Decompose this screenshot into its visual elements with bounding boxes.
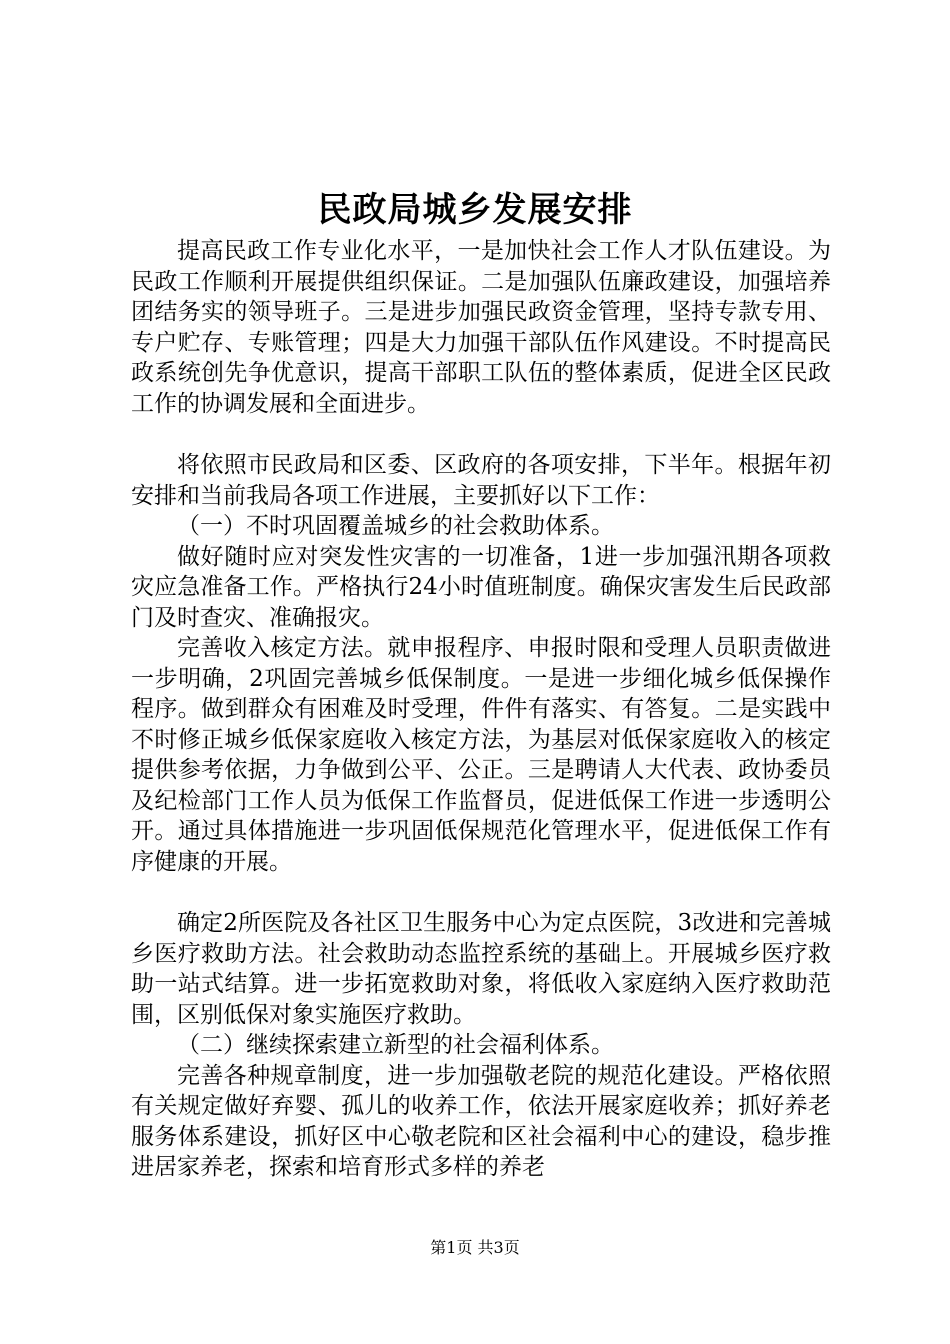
paragraph-5: 确定2所医院及各社区卫生服务中心为定点医院，3改进和完善城乡医疗救助方法。社会救助动态监控系统的基础上。开展城乡医疗救助一站式结算。进一步拓宽救助对象，将低收入家庭纳入医疗救助范围，区别低保对象实施医疗救助。 bbox=[131, 910, 831, 1028]
document-body bbox=[131, 236, 831, 1183]
section-heading-1: （一）不时巩固覆盖城乡的社会救助体系。 bbox=[177, 513, 614, 539]
section-heading-2: （二）继续探索建立新型的社会福利体系。 bbox=[177, 1032, 614, 1058]
paragraph-1: 提高民政工作专业化水平，一是加快社会工作人才队伍建设。为民政工作顺利开展提供组织保证。二是加强队伍廉政建设，加强培养团结务实的领导班子。三是进步加强民政资金管理，坚持专款专用、专户贮存、专账管理；四是大力加强干部队伍作风建设。不时提高民政系统创先争优意识，提高干部职工队伍的整体素质，促进全区民政工作的协调发展和全面进步。 bbox=[131, 238, 831, 417]
paragraph-4: 完善收入核定方法。就申报程序、申报时限和受理人员职责做进一步明确，2巩固完善城乡低保制度。一是进一步细化城乡低保操作程序。做到群众有困难及时受理，件件有落实、有答复。二是实践中不时修正城乡低保家庭收入核定方法，为基层对低保家庭收入的核定提供参考依据，力争做到公平、公正。三是聘请人大代表、政协委员及纪检部门工作人员为低保工作监督员，促进低保工作进一步透明公开。通过具体措施进一步巩固低保规范化管理水平，促进低保工作有序健康的开展。 bbox=[131, 635, 831, 875]
paragraph-gap bbox=[131, 419, 831, 450]
paragraph-6: 完善各种规章制度，进一步加强敬老院的规范化建设。严格依照有关规定做好弃婴、孤儿的收养工作，依法开展家庭收养；抓好养老服务体系建设，抓好区中心敬老院和区社会福利中心的建设，稳步推进居家养老，探索和培育形式多样的养老 bbox=[131, 1062, 831, 1180]
paragraph-2: 将依照市民政局和区委、区政府的各项安排，下半年。根据年初安排和当前我局各项工作进展，主要抓好以下工作： bbox=[131, 452, 831, 509]
paragraph-gap bbox=[131, 877, 831, 908]
document-title: 民政局城乡发展安排 bbox=[317, 190, 633, 230]
paragraph-3: 做好随时应对突发性灾害的一切准备，1进一步加强汛期各项救灾应急准备工作。严格执行24小时值班制度。确保灾害发生后民政部门及时查灾、准确报灾。 bbox=[131, 543, 831, 631]
page-footer: 第1页 共3页 bbox=[430, 1238, 520, 1257]
